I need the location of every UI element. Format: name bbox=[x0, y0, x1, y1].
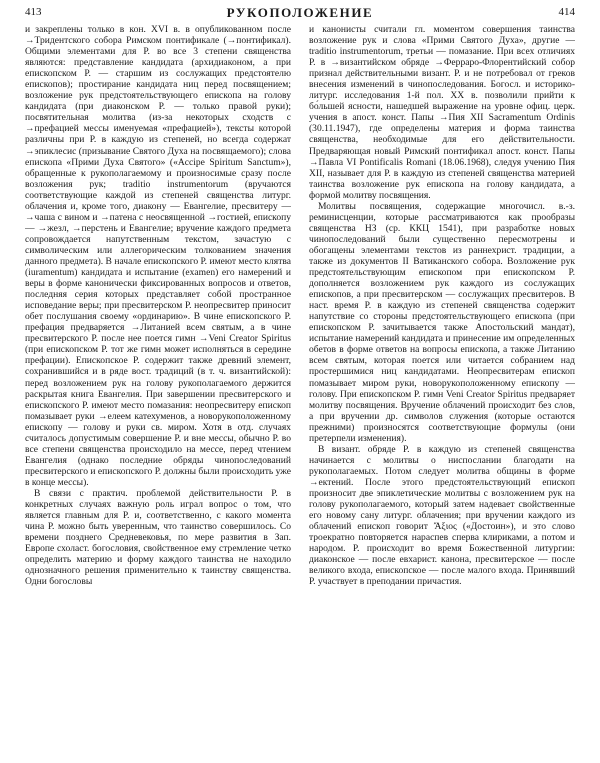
left-paragraph-1: и закреплены только в кон. XVI в. в опубликованном после →Тридентского собора Римском понтификале (→понтификал). Общими элементами для Р. во все 3 степени священства являются: представление кандидата (архидиаконом, а при епископском Р. — старшим из сослужащих предстоятелю епископов); простирание кандидата ниц перед посвящением; возложение рук предстоятельствующего епископа на голову кандидата (при диаконском Р. — только правой руки); посвятительная молитва (из-за некоторых сходств с →префацией мессы именуемая «префацией»), тексты которой различны при Р. в каждую из степеней, но всегда содержат →эпиклесис (призывание Святого Духа на посвящаемого); слова епископа «Прими Духа Святого» («Accipe Spiritum Sanctum»), обращенные к рукополагаемому и произносимые сразу после возложения рук; traditio instrumentorum (вручаются соответствующие каждой из степеней священства литург. облачения и, кроме того, диакону — Евангелие, пресвитеру — →чаша с вином и →патена с неосвященной →гостией, епископу — →жезл, →перстень и Евангелие; вручение каждого предмета сопровождается напутственным текстом, зачастую с символическим или аллегорическим толкованием значения данного предмета). В начале епископского Р. имеют место клятва (iuramentum) кандидата и испытание (examen) его намерений и веры в форме канонически фиксированных вопросов и ответов, последняя серия которых представляет собой пространное исповедание веры; при пресвитерском Р. неопресвитер приносит обет послушания своему «ординарию». В чине епископского Р. префация предваряется →Литанией всем святым, а в чине пресвитерского Р. после нее поется гимн →Veni Creator Spiritus (при епископском Р. тот же гимн может исполняться в середине префации). Епископское Р. содержит также древний элемент, сохранившийся и в ряде вост. традиций (в т. ч. византийской): перед возложением рук на голову рукополагаемого держится раскрытая книга Евангелия. При завершении пресвитерского и епископского Р. имеют место помазания: неопресвитеру епископ помазывает руки →елеем катехуменов, а новорукоположенному епископу — голову и руки св. миром. Хотя в отд. случаях считалось допустимым совершение Р. и вне мессы, обычно Р. во все степени священства происходило на мессе, перед чтением Евангелия (однако последние обряды чинопоследований пресвитерского и епископского Р. должны были происходить уже в конце мессы). bbox=[25, 24, 291, 488]
right-column bbox=[309, 24, 575, 759]
left-paragraph-2: В связи с практич. проблемой действительности Р. в конкретных случаях важную роль играл вопрос о том, что является главным для Р. и, соответственно, с какого момента чина Р. можно быть уверенным, что таинство совершилось. Со времени позднего Средневековья, по мере развития в Зап. Европе схоласт. богословия, свойственное ему стремление четко определить материю и форму каждого таинства не находило однозначного решения применительно к таинству священства. Одни богословы bbox=[25, 487, 291, 588]
page-number-right: 414 bbox=[558, 6, 575, 18]
right-paragraph-2: Молитвы посвящения, содержащие многочисл. в.-з. реминисценции, которые рассматриваются как прообразы священства НЗ (ср. ККЦ 1541), при разработке новых чинопоследований были существенно пересмотрены и обогащены элементами текстов из раннехрист. традиции, а также из документов II Ватиканского собора. Возложение рук предстоятельствующим епископом при епископском Р. дополняется возложением рук каждого из сослужащих епископов, а при пресвитерском — сослужащих пресвитеров. В наст. время Р. в каждую из степеней священства содержит напутствие со стороны предстоятельствующего епископа (при епископском Р. зачитывается также Апостольский мандат), испытание намерений кандидата и принесение им определенных обетов в форме ответов на вопросы епископа, а также Литанию всем святым, которая поется или читается собранием над простершимися ниц кандидатами. Неопресвитерам епископ помазывает миром руки, новорукоположенному епископу — голову. При епископском Р. гимн Veni Creator Spiritus предваряет молитву посвящения. Вручение облачений происходит без слов, а при вручении др. символов служения (которые остаются прежними) произносятся соответствующие формулы (они претерпели изменения). bbox=[309, 200, 575, 444]
right-paragraph-1: и канонисты считали гл. моментом совершения таинства возложение рук и слова «Прими Святого Духа», другие — traditio instrumentorum, третьи — помазание. При всех отличиях Р. в →византийском обряде →Ферраро-Флорентийский собор признал действительными визант. Р. и не потребовал от греков внесения изменений в чинопоследования. Богосл. и историко-литург. исследования 1-й пол. XX в. позволили прийти к бо́льшей ясности, нашедшей выражение на уровне офиц. церк. учения в апост. конст. Папы →Пия XII Sacramentum Ordinis (30.11.1947), где определены материя и форма таинства священства, необходимые для его действительности. Предваряющая новый Римский понтификал апост. конст. Папы →Павла VI Pontificalis Romani (18.06.1968), следуя учению Пия XII, называет для Р. в каждую из степеней священства материей таинства возложение рук епископа на голову кандидата, а формой молитву посвящения. bbox=[309, 24, 575, 201]
left-column bbox=[25, 24, 291, 759]
right-paragraph-3: В визант. обряде Р. в каждую из степеней священства начинается с молитвы о ниспослании благодати на рукополагаемых. Потом следует молитва общины в форме →ектений. После этого предстоятельствующий епископ произносит две эпиклетические молитвы с возложением рук на голову рукополагаемого, который затем надевает свойственные его новому сану литург. облачения; при вручении каждого из облачений епископ говорит Ἄξιος («Достоин»), и это слово троекратно повторяется нараспев сперва клириками, а потом и народом. Р. происходит во время Божественной литургии: диаконское — после евхарист. канона, пресвитерское — после великого входа, епископское — после малого входа. Принявший Р. участвует в преподании причастия. bbox=[309, 443, 575, 588]
page-header bbox=[25, 6, 575, 22]
running-title: РУКОПОЛОЖЕНИЕ bbox=[226, 5, 374, 20]
page-number-left: 413 bbox=[25, 6, 42, 18]
